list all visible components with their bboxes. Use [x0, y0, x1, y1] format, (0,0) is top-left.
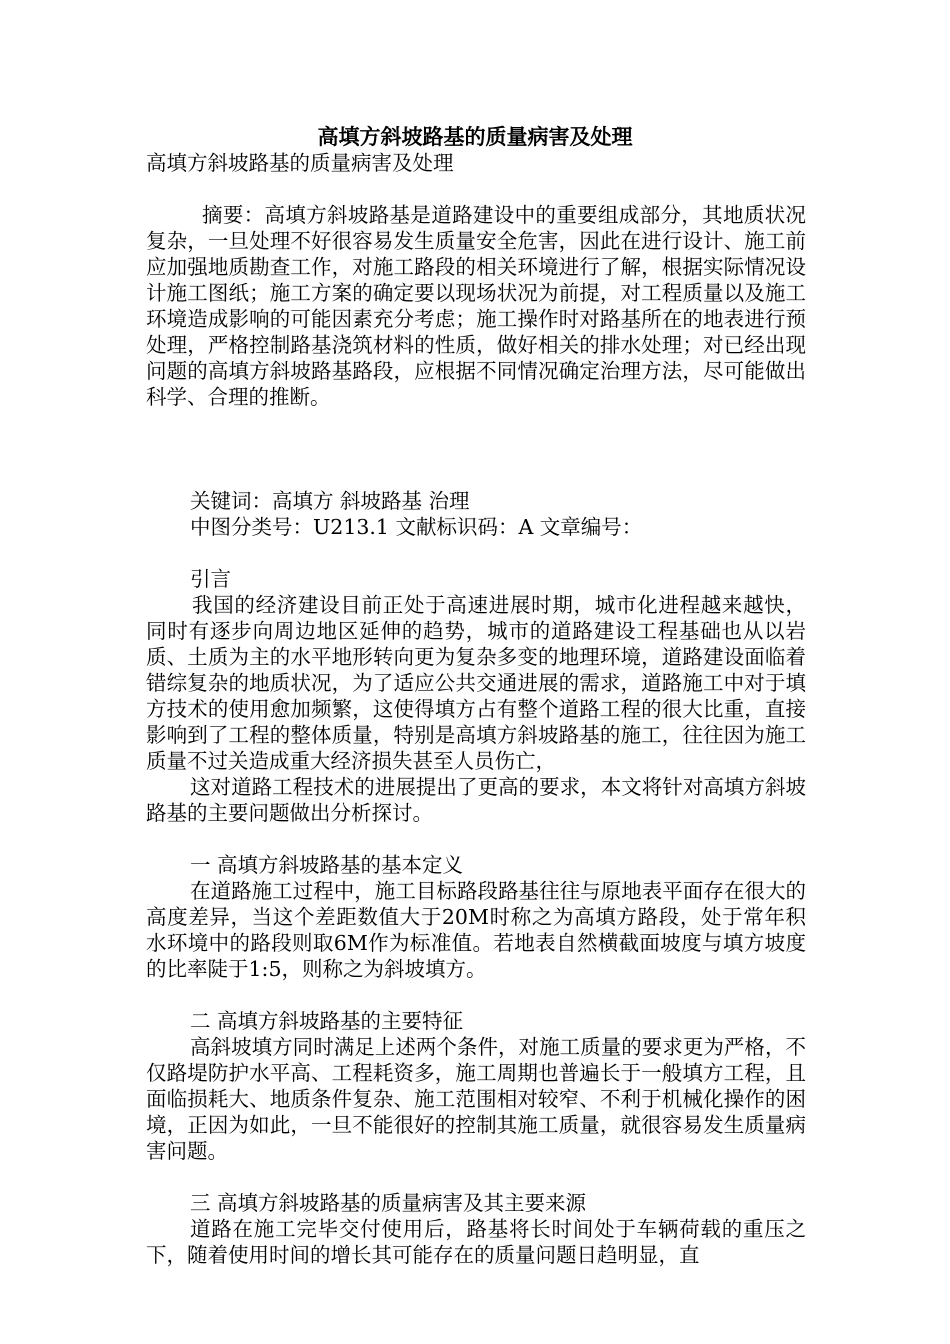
abstract-paragraph: 摘要：高填方斜坡路基是道路建设中的重要组成部分，其地质状况复杂，一旦处理不好很容易发生质量安全危害，因此在进行设计、施工前应加强地质勘查工作，对施工路段的相关环境进行了解，根据实际情况设计施工图纸；施工方案的确定要以现场状况为前提，对工程质量以及施工环境造成影响的可能因素充分考虑；施工操作时对路基所在的地表进行预处理，严格控制路基浇筑材料的性质，做好相关的排水处理；对已经出现问题的高填方斜坡路基路段，应根据不同情况确定治理方法，尽可能做出科学、合理的推断。 [146, 203, 806, 409]
section-2-heading: 二 高填方斜坡路基的主要特征 [190, 1009, 464, 1033]
spacer [146, 826, 806, 852]
keywords-line: 关键词：高填方 斜坡路基 治理 [190, 489, 470, 513]
spacer [146, 176, 806, 202]
section-1-paragraph: 在道路施工过程中，施工目标路段路基往往与原地表平面存在很大的高度差异，当这个差距数值大于20M时称之为高填方路段，处于常年积水环境中的路段则取6M作为标准值。若地表自然横截面坡度与填方坡度的比率陡于1:5，则称之为斜坡填方。 [146, 879, 806, 981]
section-3-paragraph: 道路在施工完毕交付使用后，路基将长时间处于车辆荷载的重压之下，随着使用时间的增长其可能存在的质量问题日趋明显，直 [146, 1217, 806, 1267]
spacer [146, 1164, 806, 1190]
document-body [146, 150, 806, 1268]
intro-paragraph-2: 这对道路工程技术的进展提出了更高的要求，本文将针对高填方斜坡路基的主要问题做出分析探讨。 [146, 775, 806, 825]
section-2-paragraph: 高斜坡填方同时满足上述两个条件，对施工质量的要求更为严格，不仅路堤防护水平高、工程耗资多，施工周期也普遍长于一般填方工程，且面临损耗大、地质条件复杂、施工范围相对较窄、不利于机械化操作的困境，正因为如此，一旦不能很好的控制其施工质量，就很容易发生质量病害问题。 [146, 1035, 806, 1163]
spacer [146, 540, 806, 566]
section-3-heading: 三 高填方斜坡路基的质量病害及其主要来源 [190, 1191, 587, 1215]
intro-paragraph: 我国的经济建设目前正处于高速进展时期，城市化进程越来越快，同时有逐步向周边地区延伸的趋势，城市的道路建设工程基础也从以岩质、土质为主的水平地形转向更为复杂多变的地理环境，道路建设面临着错综复杂的地质状况，为了适应公共交通进展的需求，道路施工中对于填方技术的使用愈加频繁，这使得填方占有整个道路工程的很大比重，直接影响到了工程的整体质量，特别是高填方斜坡路基的施工，往往因为施工质量不过关造成重大经济损失甚至人员伤亡， [146, 593, 806, 773]
document-title: 高填方斜坡路基的质量病害及处理 [317, 124, 633, 149]
section-1-heading: 一 高填方斜坡路基的基本定义 [190, 853, 464, 877]
classification-line: 中图分类号：U213.1 文献标识码：A 文章编号： [190, 515, 643, 539]
spacer [146, 410, 806, 488]
intro-heading: 引言 [190, 567, 231, 591]
spacer [146, 982, 806, 1008]
document-subtitle: 高填方斜坡路基的质量病害及处理 [146, 151, 454, 175]
